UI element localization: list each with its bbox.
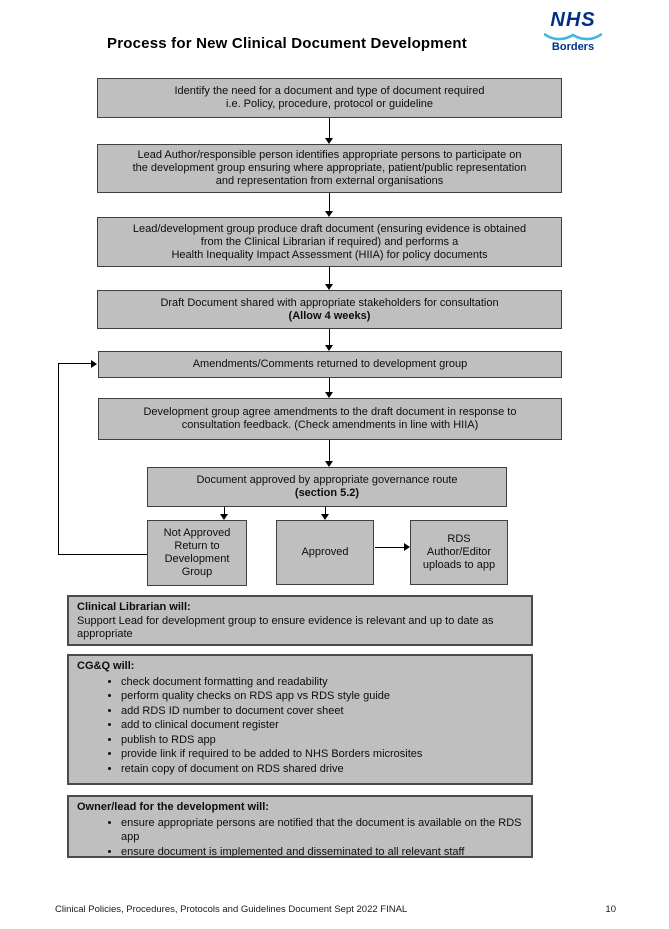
feedback-loop-line-top <box>58 363 91 364</box>
flow-step-line: from the Clinical Librarian if required) and performs a <box>200 235 459 248</box>
arrow-down-icon <box>325 118 334 144</box>
page-title: Process for New Clinical Document Development <box>107 35 467 52</box>
flow-step-not-approved <box>147 520 247 586</box>
flow-step-lead-author <box>97 144 562 193</box>
flow-step-line: Lead Author/responsible person identifies appropriate persons to participate on <box>137 149 522 161</box>
flow-step-line: uploads to app <box>422 559 496 571</box>
nhs-logo-region: Borders <box>551 41 595 53</box>
flow-step-agree-amendments <box>98 398 562 440</box>
bullet-item: • perform quality checks on RDS app vs RDS style guide <box>121 689 523 704</box>
flow-step-line: Approved <box>301 546 349 558</box>
flow-step-consultation <box>97 290 562 329</box>
bullet-item: • check document formatting and readability <box>121 675 523 690</box>
flow-step-amendments-returned <box>98 351 562 378</box>
bullet-item: • add RDS ID number to document cover sheet <box>121 704 523 719</box>
arrow-down-icon <box>325 329 334 351</box>
nhs-borders-logo <box>541 10 605 53</box>
arrow-right-icon <box>375 543 410 552</box>
feedback-loop-line-vertical <box>58 363 59 555</box>
flow-step-line: Author/Editor <box>426 546 492 558</box>
flow-step-line: Development <box>164 553 230 565</box>
bullet-item: • retain copy of document on RDS shared drive <box>121 762 523 777</box>
info-box-heading: Owner/lead for the development will: <box>77 801 269 813</box>
info-box-heading: CG&Q will: <box>77 660 135 672</box>
flow-step-line: Lead/development group produce draft document (ensuring evidence is obtained <box>132 222 527 235</box>
flow-step-rds-upload <box>410 520 508 585</box>
nhs-wave-icon <box>544 32 602 41</box>
flow-step-line: Return to <box>174 540 220 552</box>
info-box-bullet-list <box>77 816 523 859</box>
bullet-item: • ensure document is implemented and disseminated to all relevant staff <box>121 845 523 858</box>
arrow-down-icon <box>325 440 334 467</box>
info-box-clinical-librarian <box>67 595 533 646</box>
flow-step-line: Draft Document shared with appropriate stakeholders for consultation <box>160 296 499 309</box>
flow-step-line: i.e. Policy, procedure, protocol or guideline <box>225 98 434 110</box>
bullet-item: • add to clinical document register <box>121 718 523 733</box>
info-box-body: Support Lead for development group to ensure evidence is relevant and up to date as appropriate <box>77 614 494 640</box>
flow-step-line: Amendments/Comments returned to development group <box>192 358 468 370</box>
flow-step-line: Identify the need for a document and type of document required <box>174 85 485 97</box>
nhs-logo-text: NHS <box>550 9 596 31</box>
flow-step-identify-need <box>97 78 562 118</box>
arrow-down-icon <box>325 193 334 217</box>
flow-step-line: Health Inequality Impact Assessment (HIIA) for policy documents <box>171 248 488 261</box>
arrow-down-icon <box>325 378 334 398</box>
arrow-down-icon <box>220 507 229 520</box>
flow-step-approved <box>276 520 374 585</box>
arrow-down-icon <box>321 507 330 520</box>
flow-step-draft-document <box>97 217 562 267</box>
flow-step-governance-approval <box>147 467 507 507</box>
info-box-owner-lead <box>67 795 533 858</box>
flow-step-line-bold: (section 5.2) <box>294 487 360 499</box>
flow-step-line: Development group agree amendments to the draft document in response to <box>143 406 517 418</box>
arrow-down-icon <box>325 267 334 290</box>
page-footer <box>55 904 616 915</box>
flow-step-line: Document approved by appropriate governance route <box>196 474 458 486</box>
info-box-heading: Clinical Librarian will: <box>77 601 191 613</box>
feedback-loop-line-bottom <box>58 554 147 555</box>
flow-step-line-bold: (Allow 4 weeks) <box>288 309 371 322</box>
flow-step-line: Group <box>181 566 213 578</box>
footer-text: Clinical Policies, Procedures, Protocols and Guidelines Document Sept 2022 FINAL <box>55 904 408 915</box>
bullet-item: • ensure appropriate persons are notified that the document is available on the RDS app <box>121 816 523 845</box>
info-box-cgq <box>67 654 533 785</box>
bullet-item: • provide link if required to be added to NHS Borders microsites <box>121 747 523 762</box>
info-box-bullet-list <box>77 675 523 777</box>
feedback-loop-arrowhead-icon <box>91 360 97 368</box>
flow-step-line: consultation feedback. (Check amendments in line with HIIA) <box>181 419 479 431</box>
flow-step-line: RDS <box>447 533 471 545</box>
page-number: 10 <box>605 904 616 915</box>
flow-step-line: the development group ensuring where appropriate, patient/public representation <box>132 162 527 174</box>
flow-step-line: and representation from external organisations <box>215 175 444 187</box>
bullet-item: • publish to RDS app <box>121 733 523 748</box>
flow-step-line: Not Approved <box>163 527 231 539</box>
